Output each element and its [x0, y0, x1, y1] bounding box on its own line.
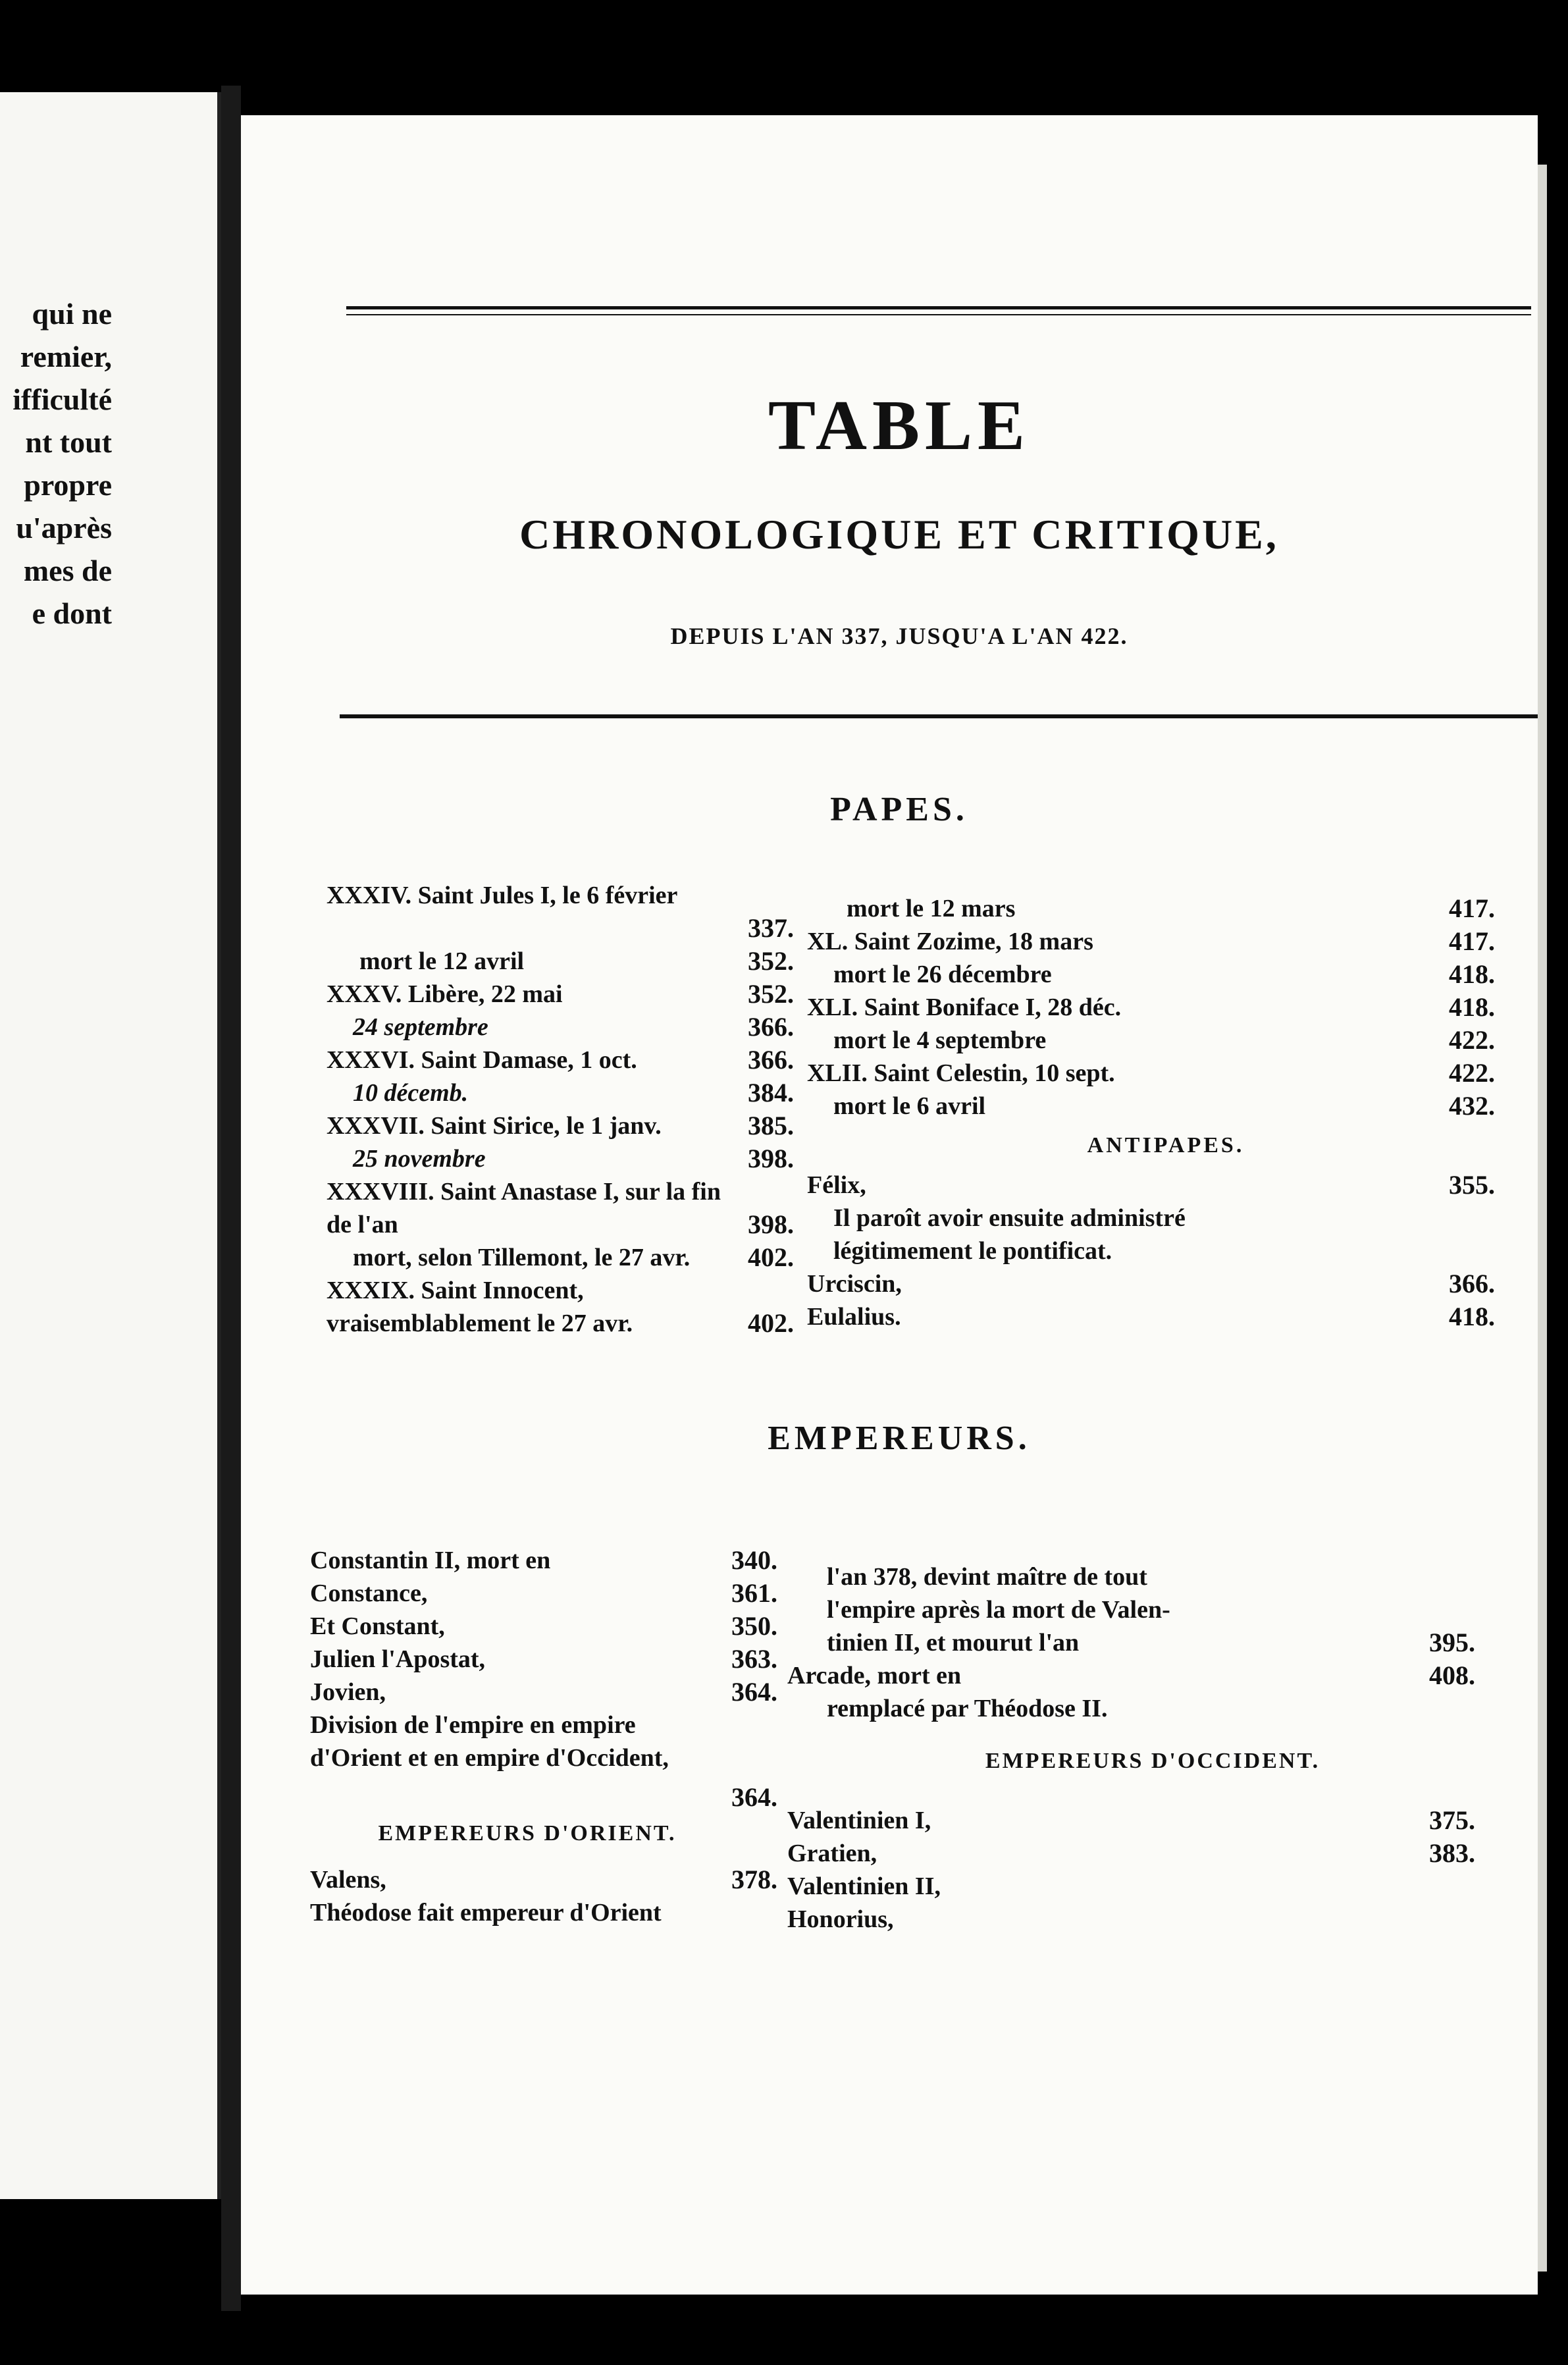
list-item: l'an 378, devint maître de tout: [827, 1563, 1147, 1591]
list-item: Eulalius. 418.: [807, 1302, 1495, 1331]
list-item: XLII. Saint Celestin, 10 sept. 422.: [807, 1058, 1495, 1088]
list-item: Valentinien I, 375.: [787, 1805, 1475, 1835]
left-page-fragment: [0, 92, 221, 2199]
list-item: XXXVI. Saint Damase, 1 oct. 366.: [327, 1045, 794, 1075]
orient-heading: EMPEREURS D'ORIENT.: [378, 1821, 677, 1846]
empereurs-right-column: [787, 1560, 1518, 1936]
list-item: XLI. Saint Boniface I, 28 déc. 418.: [807, 992, 1495, 1022]
date-range: DEPUIS L'AN 337, JUSQU'A L'AN 422.: [670, 623, 1128, 649]
left-text-line: remier,: [20, 340, 112, 373]
list-item: Valentinien II,: [787, 1873, 941, 1900]
right-page: [241, 115, 1538, 2295]
list-item: mort le 12 avril 352.: [359, 946, 794, 976]
list-item: XXXIV. Saint Jules I, le 6 février 337.: [327, 882, 794, 943]
left-text-line: ifficulté: [13, 383, 112, 416]
list-item: XXXIX. Saint Innocent, vraisemblablement le 27 avr. 402.: [327, 1277, 794, 1338]
list-item: Constantin II, mort en 340.: [310, 1545, 777, 1575]
left-text-line: qui ne: [32, 297, 112, 331]
left-text-line: nt tout: [25, 425, 112, 459]
papes-right-column: [807, 892, 1525, 1333]
page-subtitle: CHRONOLOGIQUE ET CRITIQUE,: [519, 511, 1279, 558]
list-item: Constance, 361.: [310, 1578, 777, 1608]
list-item: XXXV. Libère, 22 mai 352.: [327, 979, 794, 1009]
left-text-line: u'après: [16, 511, 112, 545]
occident-heading: EMPEREURS D'OCCIDENT.: [985, 1749, 1320, 1773]
list-item: XL. Saint Zozime, 18 mars 417.: [807, 926, 1495, 956]
empereurs-heading: EMPEREURS.: [768, 1420, 1031, 1457]
left-text-line: propre: [24, 468, 112, 502]
list-item: Julien l'Apostat, 363.: [310, 1644, 777, 1674]
list-item: remplacé par Théodose II.: [827, 1695, 1108, 1722]
list-item: Division de l'empire en empire d'Orient et en empire d'Occident, 364.: [310, 1711, 777, 1812]
top-rule-thin: [346, 314, 1531, 315]
list-item: tinien II, et mourut l'an 395.: [827, 1628, 1475, 1657]
papes-left-column: [327, 879, 853, 1340]
list-item: Urciscin, 366.: [807, 1269, 1495, 1298]
list-item: mort le 4 septembre 422.: [833, 1025, 1495, 1055]
list-item: Théodose fait empereur d'Orient: [310, 1899, 662, 1927]
list-item: mort le 26 décembre 418.: [833, 959, 1495, 989]
antipapes-heading: ANTIPAPES.: [1087, 1133, 1245, 1157]
list-item: mort le 6 avril 432.: [833, 1091, 1495, 1121]
list-item: Valens, 378.: [310, 1865, 777, 1894]
list-item: Honorius,: [787, 1905, 894, 1933]
top-rule: [346, 306, 1531, 309]
list-item: Et Constant, 350.: [310, 1611, 777, 1641]
section-rule: [340, 714, 1538, 718]
list-item: Gratien, 383.: [787, 1838, 1475, 1868]
list-item: XXXVII. Saint Sirice, le 1 janv. 385.: [327, 1111, 794, 1140]
papes-heading: PAPES.: [830, 791, 968, 828]
book-gutter: [221, 86, 241, 2311]
list-item: 24 septembre 366.: [353, 1012, 794, 1042]
list-item: l'empire après la mort de Valen-: [827, 1596, 1170, 1624]
list-item: Il paroît avoir ensuite administré légitimement le pontificat.: [833, 1204, 1186, 1265]
empereurs-left-column: [310, 1544, 850, 1929]
left-text-line: mes de: [23, 554, 112, 587]
page-title: TABLE: [768, 386, 1031, 465]
list-item: mort, selon Tillemont, le 27 avr. 402.: [353, 1242, 794, 1272]
page-edge: [1538, 165, 1547, 2272]
list-item: XXXVIII. Saint Anastase I, sur la fin de l'an 398.: [327, 1178, 794, 1239]
list-item: mort le 12 mars 417.: [847, 893, 1495, 923]
list-item: 25 novembre 398.: [353, 1144, 794, 1173]
list-item: Félix, 355.: [807, 1170, 1495, 1200]
list-item: 10 décemb. 384.: [353, 1078, 794, 1107]
list-item: Arcade, mort en 408.: [787, 1661, 1475, 1690]
left-text-line: e dont: [32, 597, 112, 630]
list-item: Jovien, 364.: [310, 1677, 777, 1707]
